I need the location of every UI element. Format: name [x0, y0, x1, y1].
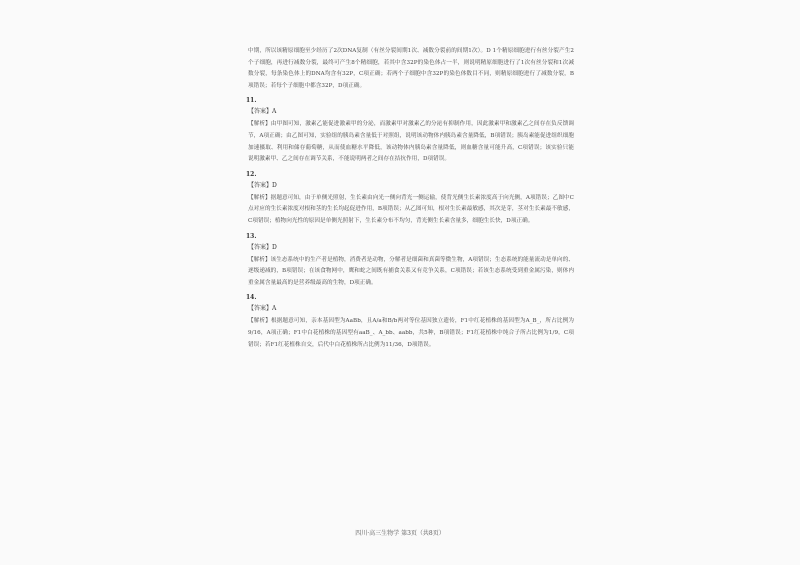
page-content	[248, 46, 574, 354]
page-footer: 四川·高三生物学 第3页（共8页）	[355, 530, 445, 537]
analysis-paragraph: 【解析】由甲图可知，激素乙能促进激素甲的分泌，而激素甲对激素乙的分泌有抑制作用，因此激素甲和激素乙之间存在负反馈调节，A项正确；由乙图可知，实验组的胰岛素含量低于对照组，说明该动物体内胰岛素含量降低，B项错误；胰岛素能促进组织细胞加速摄取、利用和储存葡萄糖，从而使血糖水平降低，该动物体内胰岛素含量降低，则血糖含量可能升高，C项错误；该实验只能说明激素甲、乙之间存在调节关系，不能说明两者之间存在拮抗作用，D项错误。	[248, 121, 574, 163]
question-number: 12.	[246, 170, 257, 178]
question-11	[248, 95, 574, 165]
answer-label: 【答案】D	[248, 243, 277, 251]
question-12	[248, 169, 574, 228]
analysis-paragraph: 【解析】据题意可知，由于单侧光照射，生长素由向光一侧向背光一侧运输，使背光侧生长素浓度高于向光侧，A项错误；乙图中C点对应的生长素浓度对根和茎的生长均起促进作用，B项错误；从乙图可知，根对生长素最敏感，其次是芽，茎对生长素最不敏感，C项错误；植物向光性的原因是单侧光照射下，生长素分布不均匀，背光侧生长素含量多，细胞生长快，D项正确。	[248, 194, 574, 224]
answer-label: 【答案】A	[248, 108, 277, 116]
question-number: 13.	[246, 232, 257, 240]
question-13	[248, 231, 574, 290]
continuation-paragraph: 中期，所以该精原细胞至少经历了2次DNA复制（有丝分裂间期1次、减数分裂前的间期1次）。D 1个精原细胞进行有丝分裂产生2个子细胞，再进行减数分裂，最终可产生8个精细胞，若其中含32P的染色体占一半，则说明精原细胞进行了1次有丝分裂和1次减数分裂，每条染色体上的DNA均含有32P，C项正确；若两个子细胞中含32P的染色体数目不同，则精原细胞进行了减数分裂，B项错误；若每个子细胞中都含32P，D项正确。	[248, 48, 574, 89]
analysis-paragraph: 【解析】根据题意可知，亲本基因型为AaBb，且A/a和B/b两对等位基因独立遗传，F1中红花植株的基因型为A_B_，所占比例为9/16，A项正确；F1中白花植株的基因型有aaB_、A_bb、aabb，共5种，B项错误；F1红花植株中纯合子所占比例为1/9，C项错误；若F1红花植株自交，后代中白花植株所占比例为11/36，D项错误。	[248, 318, 574, 348]
analysis-paragraph: 【解析】该生态系统中的生产者是植物，消费者是动物，分解者是细菌和真菌等微生物，A项错误；生态系统的能量流动是单向的、逐级递减的，B项错误；在该食物网中，鹰和蛇之间既有捕食关系又有竞争关系，C项错误；若该生态系统受到重金属污染，则体内重金属含量最高的是营养级最高的生物，D项正确。	[248, 256, 574, 286]
answer-label: 【答案】A	[248, 305, 277, 313]
question-number: 11.	[246, 97, 257, 105]
question-14	[248, 292, 574, 351]
answer-label: 【答案】D	[248, 181, 277, 189]
question-number: 14.	[246, 294, 257, 302]
